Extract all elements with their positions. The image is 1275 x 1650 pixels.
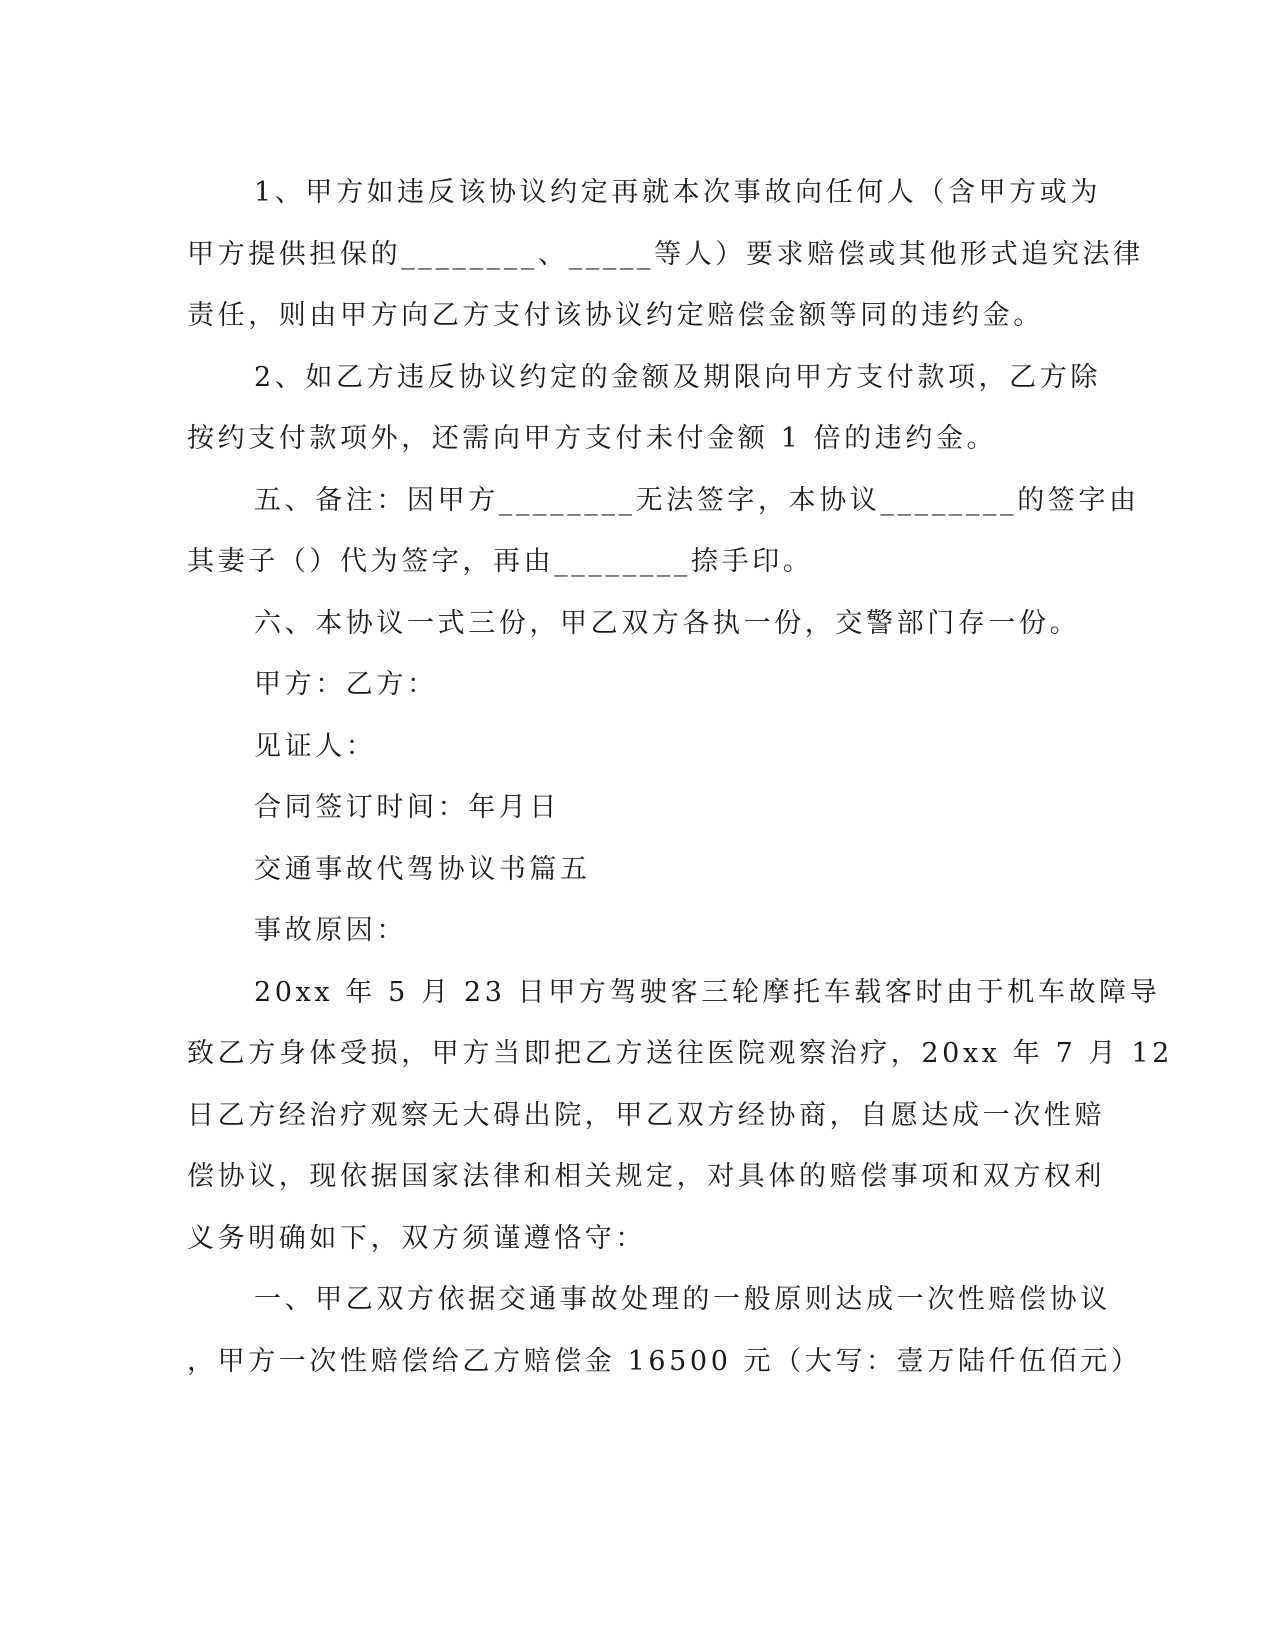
document-body	[187, 162, 1173, 1392]
copies-paragraph	[187, 593, 1081, 655]
cause-body-paragraph	[187, 962, 1173, 1270]
text-line: 一、甲乙双方依据交通事故处理的一般原则达成一次性赔偿协议	[254, 1284, 1111, 1315]
text-line: 甲方：乙方：	[254, 669, 438, 700]
text-line: 20xx 年 5 月 23 日甲方驾驶客三轮摩托车载客时由于机车故障导	[254, 976, 1161, 1008]
clause-1-paragraph	[187, 162, 1144, 347]
section-title	[187, 839, 1067, 901]
text-line: 交通事故代驾协议书篇五	[254, 853, 591, 885]
witness-line	[187, 716, 1067, 778]
text-line: 见证人：	[254, 730, 377, 762]
text-line: 六、本协议一式三份，甲乙双方各执一份，交警部门存一份。	[254, 607, 1081, 639]
cause-label	[187, 900, 1067, 962]
text-line: ，甲方一次性赔偿给乙方赔偿金 16500 元（大写：壹万陆仟伍佰元）	[187, 1345, 1142, 1377]
article-1-paragraph	[187, 1269, 1142, 1392]
text-line: 1、甲方如违反该协议约定再就本次事故向任何人（含甲方或为	[254, 177, 1101, 208]
parties-signature-line	[187, 654, 1067, 716]
text-line: 偿协议，现依据国家法律和相关规定，对具体的赔偿事项和双方权利	[187, 1161, 1105, 1192]
clause-2-paragraph	[187, 347, 1101, 470]
text-line: 义务明确如下，双方须谨遵恪守：	[187, 1222, 646, 1254]
text-line: 甲方提供担保的________、_____等人）要求赔偿或其他形式追究法律	[187, 238, 1144, 270]
remark-paragraph	[187, 470, 1140, 593]
text-line: 致乙方身体受损，甲方当即把乙方送往医院观察治疗，20xx 年 7 月 12	[187, 1038, 1173, 1069]
text-line: 合同签订时间：年月日	[254, 792, 560, 823]
text-line: 事故原因：	[254, 915, 407, 946]
text-line: 责任，则由甲方向乙方支付该协议约定赔偿金额等同的违约金。	[187, 300, 1044, 331]
text-line: 五、备注：因甲方________无法签字，本协议________的签字由	[254, 484, 1140, 516]
text-line: 日乙方经治疗观察无大碍出院，甲乙双方经协商，自愿达成一次性赔	[187, 1099, 1105, 1131]
text-line: 2、如乙方违反协议约定的金额及期限向甲方支付款项，乙方除	[254, 361, 1101, 393]
sign-date-line	[187, 777, 1067, 839]
text-line: 按约支付款项外，还需向甲方支付未付金额 1 倍的违约金。	[187, 423, 998, 454]
text-line: 其妻子（）代为签字，再由________捺手印。	[187, 546, 814, 577]
